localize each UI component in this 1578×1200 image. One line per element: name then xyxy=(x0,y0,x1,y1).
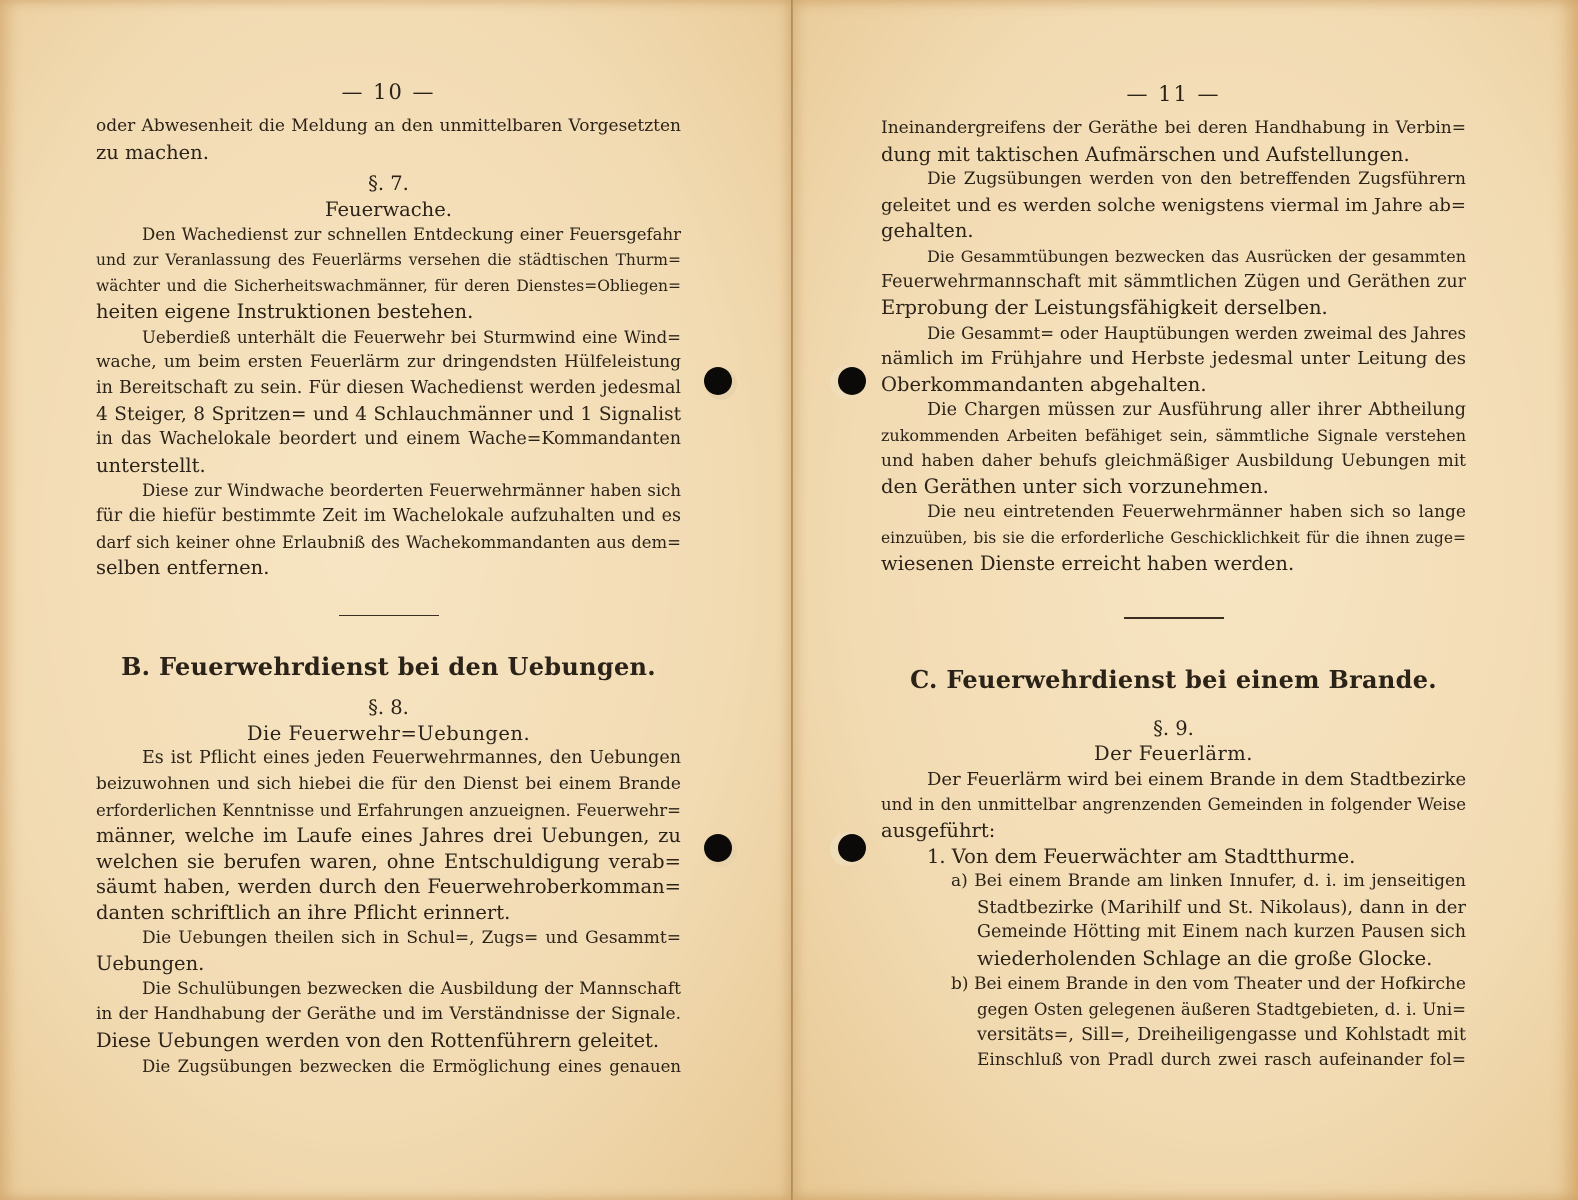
text-line: welchen sie berufen waren, ohne Entschuldigung verab= xyxy=(96,849,681,873)
paragraph xyxy=(96,478,681,580)
text-line: Die Schulübungen bezwecken die Ausbildung der Mannschaft xyxy=(142,978,681,999)
text-line: Die Uebungen theilen sich in Schul=, Zugs= und Gesammt= xyxy=(142,927,681,948)
text-line: wächter und die Sicherheitswachmänner, für deren Dienstes=Obliegen= xyxy=(96,276,681,295)
text-line: danten schriftlich an ihre Pflicht erinnert. xyxy=(96,900,511,924)
list-item-b xyxy=(881,972,1466,1074)
paragraph xyxy=(96,325,681,479)
section-divider xyxy=(339,615,439,617)
text-line: dung mit taktischen Aufmärschen und Aufstellungen. xyxy=(881,142,1410,166)
paragraph xyxy=(881,321,1466,398)
paragraph xyxy=(881,500,1466,577)
paragraph xyxy=(96,222,681,324)
text-line: und in den unmittelbar angrenzenden Gemeinden in folgender Weise xyxy=(881,795,1466,815)
right-page xyxy=(793,0,1578,1200)
text-line: zukommenden Arbeiten befähiget sein, sämmtliche Signale verstehen xyxy=(881,426,1466,446)
text-line: Die Chargen müssen zur Ausführung aller ihrer Abtheilung xyxy=(927,399,1466,420)
text-line: Diese zur Windwache beorderten Feuerwehrmänner haben sich xyxy=(142,481,681,501)
section-number-7: §. 7. xyxy=(368,172,409,196)
text-line: b) Bei einem Brande in den vom Theater und der Hofkirche xyxy=(951,973,1466,994)
text-line: in das Wachelokale beordert und einem Wache=Kommandanten xyxy=(96,429,681,450)
text-line: Feuerwehrmannschaft mit sämmtlichen Zügen und Geräthen zur xyxy=(881,271,1466,292)
section-heading-c: C. Feuerwehrdienst bei einem Brande. xyxy=(910,664,1437,694)
text-line: und haben daher behufs gleichmäßiger Ausbildung Uebungen mit xyxy=(881,450,1466,471)
text-line: nämlich im Frühjahre und Herbste jedesmal unter Leitung des xyxy=(881,348,1466,370)
list-item-a xyxy=(881,869,1466,971)
text-line: den Geräthen unter sich vorzunehmen. xyxy=(881,475,1269,499)
text-line: Gemeinde Hötting mit Einem nach kurzen Pausen sich xyxy=(977,922,1466,943)
paragraph xyxy=(96,926,681,977)
text-line: Erprobung der Leistungsfähigkeit derselben. xyxy=(881,296,1328,320)
section-title-feuerwache: Feuerwache. xyxy=(325,197,452,221)
page-number-left: — 10 — xyxy=(341,80,436,104)
right-page-content xyxy=(881,0,1466,1074)
text-line: Ineinandergreifens der Geräthe bei deren Handhabung in Verbin= xyxy=(881,118,1466,138)
text-line: Der Feuerlärm wird bei einem Brande in dem Stadtbezirke xyxy=(927,768,1467,790)
text-line: gegen Osten gelegenen äußeren Stadtgebieten, d. i. Uni= xyxy=(977,1000,1466,1020)
text-line: wache, um beim ersten Feuerlärm zur dringendsten Hülfeleistung xyxy=(96,352,681,373)
text-line: männer, welche im Laufe eines Jahres drei Uebungen, zu xyxy=(96,824,681,848)
text-line: ausgeführt: xyxy=(881,819,996,843)
text-line: wiederholenden Schlage an die große Glocke. xyxy=(977,947,1433,971)
text-line: selben entfernen. xyxy=(96,556,270,580)
paragraph xyxy=(96,1054,681,1080)
text-line: Diese Uebungen werden von den Rottenführern geleitet. xyxy=(96,1028,660,1052)
text-line: einzuüben, bis sie die erforderliche Geschicklichkeit für die ihnen zuge= xyxy=(881,528,1466,547)
section-number-9: §. 9. xyxy=(1153,716,1194,740)
section-divider xyxy=(1124,617,1224,619)
text-line: Stadtbezirke (Marihilf und St. Nikolaus), dann in der xyxy=(977,896,1466,918)
punch-hole xyxy=(704,367,732,395)
section-title-feuerlaerm: Der Feuerlärm. xyxy=(1094,742,1253,766)
punch-hole xyxy=(838,367,866,395)
text-line: in der Handhabung der Geräthe und im Verständnisse der Signale. xyxy=(96,1004,681,1025)
text-line: Oberkommandanten abgehalten. xyxy=(881,372,1207,396)
paragraph xyxy=(881,398,1466,500)
text-line: Uebungen. xyxy=(96,952,205,976)
text-line: unterstellt. xyxy=(96,453,206,477)
section-heading-b: B. Feuerwehrdienst bei den Uebungen. xyxy=(121,652,656,682)
text-line: Es ist Pflicht eines jeden Feuerwehrmannes, den Uebungen xyxy=(142,748,681,769)
text-line: wiesenen Dienste erreicht haben werden. xyxy=(881,552,1295,576)
text-line: darf sich keiner ohne Erlaubniß des Wachekommandanten aus dem= xyxy=(96,532,681,552)
left-page-content xyxy=(96,0,681,1079)
paragraph xyxy=(881,244,1466,321)
paragraph xyxy=(96,977,681,1054)
paragraph xyxy=(881,767,1466,844)
text-line: 4 Steiger, 8 Spritzen= und 4 Schlauchmänner und 1 Signalist xyxy=(96,403,681,425)
section-title-uebungen: Die Feuerwehr=Uebungen. xyxy=(246,721,531,745)
punch-hole xyxy=(838,834,866,862)
list-item-1: 1. Von dem Feuerwächter am Stadtthurme. xyxy=(927,844,1356,868)
text-line: Die Zugsübungen werden von den betreffenden Zugsführern xyxy=(927,169,1466,190)
paragraph xyxy=(96,746,681,925)
text-line: a) Bei einem Brande am linken Innufer, d. i. im jenseitigen xyxy=(951,871,1466,892)
text-line: Die Gesammt= oder Hauptübungen werden zweimal des Jahres xyxy=(927,323,1466,343)
text-line: geleitet und es werden solche wenigstens viermal im Jahre ab= xyxy=(881,194,1466,216)
text-line: Die Gesammtübungen bezwecken das Ausrücken der gesammten xyxy=(927,246,1466,266)
text-line: Einschluß von Pradl durch zwei rasch aufeinander fol= xyxy=(977,1050,1466,1071)
punch-hole xyxy=(704,834,732,862)
text-line: heiten eigene Instruktionen bestehen. xyxy=(96,300,474,324)
paragraph xyxy=(881,167,1466,244)
text-line: gehalten. xyxy=(881,219,974,243)
text-line: säumt haben, werden durch den Feuerwehroberkomman= xyxy=(96,875,681,899)
text-line: in Bereitschaft zu sein. Für diesen Wachedienst werden jedesmal xyxy=(96,377,681,398)
text-line: versitäts=, Sill=, Dreiheiligengasse und Kohlstadt mit xyxy=(977,1024,1466,1045)
text-line: Ueberdieß unterhält die Feuerwehr bei Sturmwind eine Wind= xyxy=(142,327,681,347)
text-line: und zur Veranlassung des Feuerlärms versehen die städtischen Thurm= xyxy=(96,250,681,269)
text-line: beizuwohnen und sich hiebei die für den Dienst bei einem Brande xyxy=(96,773,681,794)
text-line: für die hiefür bestimmte Zeit im Wachelokale aufzuhalten und es xyxy=(96,505,681,526)
intro-paragraph xyxy=(96,114,681,165)
text-line: Die Zugsübungen bezwecken die Ermöglichung eines genauen xyxy=(142,1056,681,1076)
section-number-8: §. 8. xyxy=(368,696,409,720)
paragraph xyxy=(881,116,1466,167)
text-line: zu machen. xyxy=(96,140,209,164)
page-number-right: — 11 — xyxy=(1126,82,1221,106)
text-line: erforderlichen Kenntnisse und Erfahrungen anzueignen. Feuerwehr= xyxy=(96,800,681,820)
text-line: Den Wachedienst zur schnellen Entdeckung einer Feuersgefahr xyxy=(142,225,681,245)
text-line: Die neu eintretenden Feuerwehrmänner haben sich so lange xyxy=(927,501,1466,522)
text-line: oder Abwesenheit die Meldung an den unmittelbaren Vorgesetzten xyxy=(96,116,681,136)
